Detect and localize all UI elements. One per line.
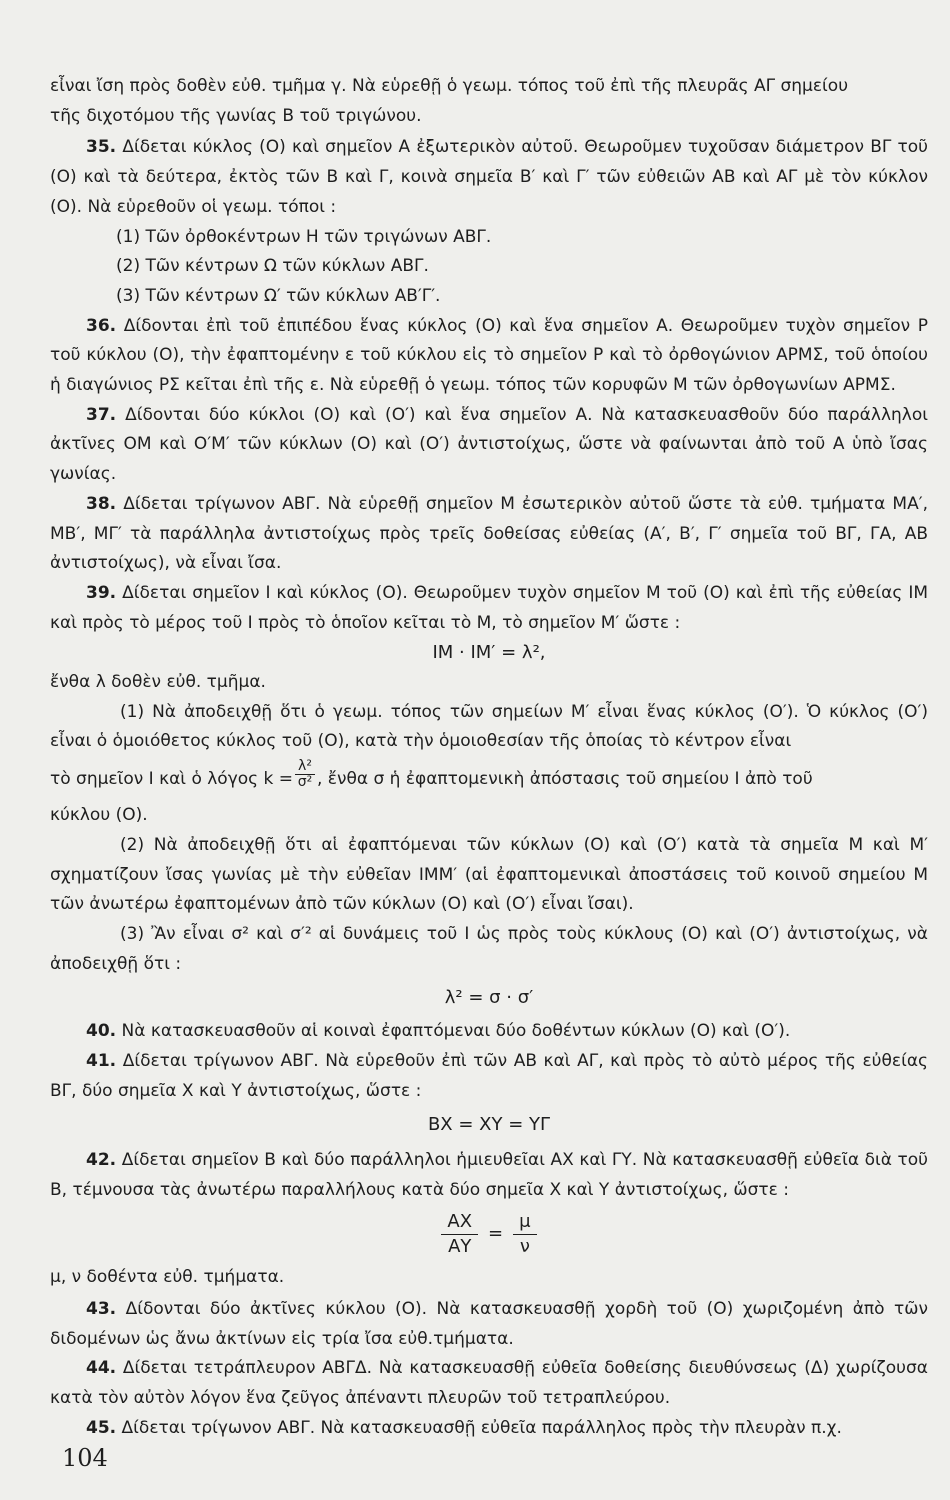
problem-number: 37. (86, 404, 117, 425)
problem-38 (50, 490, 928, 579)
problem-37 (50, 401, 928, 490)
page-number: 104 (62, 1444, 108, 1472)
problem-text: Δίδεται τρίγωνον ΑΒΓ. Νὰ εὑρεθοῦν ἐπὶ τῶν ΑΒ καὶ ΑΓ, καὶ πρὸς τὸ αὐτὸ μέρος τῆς εὐθείας ΒΓ, δύο σημεῖα Χ καὶ Υ ἀντιστοίχως, ὥστε : (50, 1050, 928, 1101)
problem-number: 39. (86, 582, 117, 603)
problem-35-item-2: (2) Τῶν κέντρων Ω τῶν κύκλων ΑΒΓ. (116, 256, 429, 277)
fraction-right-numerator: μ (513, 1210, 536, 1235)
problem-39-part-2: (2) Νὰ ἀποδειχθῇ ὅτι αἱ ἐφαπτόμεναι τῶν κύκλων (Ο) καὶ (Ο′) κατὰ τὰ σημεῖα Μ καὶ Μ′ σχηματίζουν ἴσας γωνίας μὲ τὴν εὐθεῖαν ΙΜΜ′ (αἱ ἐφαπτομενικαὶ ἀποστάσεις τοῦ κοινοῦ σημείου Μ τῶν ἀνωτέρω ἐφαπτομένων ἀπὸ τῶν κύκλων (Ο) καὶ (Ο′) εἶναι ἴσαι). (50, 834, 928, 915)
intro-line-2: τῆς διχοτόμου τῆς γωνίας Β τοῦ τριγώνου. (50, 105, 422, 126)
problem-text: Δίδονται δύο ἀκτῖνες κύκλου (Ο). Νὰ κατασκευασθῇ χορδὴ τοῦ (Ο) χωριζομένη ἀπὸ τῶν διδομένων ὡς ἄνω ἀκτίνων εἰς τρία ἴσα εὐθ.τμήματα. (50, 1299, 928, 1349)
equation-lambda: λ² = σ · σ′ (444, 987, 534, 1009)
problem-number: 45. (86, 1417, 117, 1438)
problem-39 (50, 579, 928, 638)
problem-text: Δίδονται ἐπὶ τοῦ ἐπιπέδου ἕνας κύκλος (Ο) καὶ ἕνα σημεῖον Α. Θεωροῦμεν τυχὸν σημεῖον Ρ τοῦ κύκλου (Ο), τὴν ἐφαπτομένην ε τοῦ κύκλου εἰς τὸ σημεῖον Ρ καὶ τὸ ὀρθογώνιον ΑΡΜΣ, τοῦ ὁποίου ἡ διαγώνιος ΡΣ κεῖται ἐπὶ τῆς ε. Νὰ εὑρεθῇ ὁ γεωμ. τόπος τῶν κορυφῶν Μ τῶν ὀρθογωνίων ΑΡΜΣ. (50, 315, 928, 396)
ratio-fraction (295, 759, 315, 790)
problem-40 (50, 1017, 928, 1047)
problem-42 (50, 1146, 928, 1205)
problem-number: 36. (86, 315, 117, 336)
problem-number: 38. (86, 493, 117, 514)
equals-sign: = (488, 1223, 504, 1245)
problem-number: 40. (86, 1021, 117, 1042)
problem-39-part-1-end: κύκλου (Ο). (50, 805, 148, 826)
problem-41 (50, 1047, 928, 1106)
problem-42-after: μ, ν δοθέντα εὐθ. τμήματα. (50, 1267, 285, 1288)
problem-39-part-1-ratio (50, 757, 928, 801)
fraction-left (441, 1210, 478, 1259)
fraction-left-numerator: ΑΧ (441, 1210, 478, 1235)
problem-number: 44. (86, 1358, 117, 1379)
problem-text: Δίδονται δύο κύκλοι (Ο) καὶ (Ο′) καὶ ἕνα σημεῖον Α. Νὰ κατασκευασθοῦν δύο παράλληλοι ἀκτῖνες ΟΜ καὶ Ο′Μ′ τῶν κύκλων (Ο) καὶ (Ο′) ἀντιστοίχως, ὥστε νὰ φαίνωνται ἀπὸ τοῦ Α ὑπὸ ἴσας γωνίας. (50, 404, 928, 485)
problem-number: 35. (86, 137, 117, 158)
problem-number: 41. (86, 1050, 117, 1071)
problem-35 (50, 133, 928, 222)
problem-39-part-1: (1) Νὰ ἀποδειχθῇ ὅτι ὁ γεωμ. τόπος τῶν σημείων Μ′ εἶναι ἕνας κύκλος (Ο′). Ὁ κύκλος (Ο′) εἶναι ὁ ὁμοιόθετος κύκλος τοῦ (Ο), κατὰ τὴν ὁμοιοθεσίαν τῆς ὁποίας τὸ κέντρον εἶναι (50, 701, 928, 752)
fraction-left-denominator: ΑΥ (448, 1235, 472, 1257)
problem-number: 42. (86, 1149, 117, 1170)
equation-im: ΙΜ · ΙΜ′ = λ², (432, 642, 546, 664)
problem-text: Δίδεται σημεῖον Β καὶ δύο παράλληλοι ἡμιευθεῖαι ΑΧ καὶ ΓΥ. Νὰ κατασκευασθῇ εὐθεῖα διὰ τοῦ Β, τέμνουσα τὰς ἀνωτέρω παραλλήλους κατὰ δύο σημεῖα Χ καὶ Υ ἀντιστοίχως, ὥστε : (50, 1149, 929, 1200)
problem-35-item-3: (3) Τῶν κέντρων Ω′ τῶν κύκλων ΑΒ′Γ′. (116, 285, 441, 306)
problem-39-part-3: (3) Ἂν εἶναι σ² καὶ σ′² αἱ δυνάμεις τοῦ Ι ὡς πρὸς τοὺς κύκλους (Ο) καὶ (Ο′) ἀντιστοίχως, νὰ ἀποδειχθῇ ὅτι : (50, 923, 928, 974)
ratio-suffix: , ἔνθα σ ἡ ἐφαπτομενικὴ ἀπόστασις τοῦ σημείου Ι ἀπὸ τοῦ (316, 769, 813, 790)
fraction-right (513, 1210, 536, 1259)
fraction-right-denominator: ν (519, 1235, 530, 1257)
problem-39-after-equation: ἔνθα λ δοθὲν εὐθ. τμῆμα. (50, 672, 266, 693)
problem-number: 43. (86, 1299, 117, 1320)
problem-text: Δίδεται τρίγωνον ΑΒΓ. Νὰ εὑρεθῇ σημεῖον Μ ἐσωτερικὸν αὐτοῦ ὥστε τὰ εὐθ. τμήματα ΜΑ′, ΜΒ′, ΜΓ′ τὰ παράλληλα ἀντιστοίχως πρὸς τρεῖς δοθείσας εὐθείας (Α′, Β′, Γ′ σημεῖα τοῦ ΒΓ, ΓΑ, ΑΒ ἀντιστοίχως), νὰ εἶναι ἴσα. (50, 493, 928, 574)
problem-36 (50, 312, 928, 401)
problem-35-item-1: (1) Τῶν ὀρθοκέντρων Η τῶν τριγώνων ΑΒΓ. (116, 226, 492, 247)
ratio-numerator: λ² (295, 759, 315, 775)
equation-ratio (50, 1205, 928, 1263)
ratio-prefix: τὸ σημεῖον Ι καὶ ὁ λόγος k = (50, 769, 294, 790)
problem-44 (50, 1354, 928, 1413)
problem-text: Δίδεται τρίγωνον ΑΒΓ. Νὰ κατασκευασθῇ εὐθεῖα παράλληλος πρὸς τὴν πλευρὰν π.χ. (121, 1417, 842, 1438)
problem-text: Δίδεται σημεῖον Ι καὶ κύκλος (Ο). Θεωροῦμεν τυχὸν σημεῖον Μ τοῦ (Ο) καὶ ἐπὶ τῆς εὐθείας ΙΜ καὶ πρὸς τὸ μέρος τοῦ Ι πρὸς τὸ ὁποῖον κεῖται τὸ Μ, τὸ σημεῖον Μ′ ὥστε : (50, 582, 928, 633)
problem-text: Νὰ κατασκευασθοῦν αἱ κοιναὶ ἐφαπτόμεναι δύο δοθέντων κύκλων (Ο) καὶ (Ο′). (121, 1021, 791, 1042)
ratio-denominator: σ² (297, 773, 313, 790)
problem-43 (50, 1295, 928, 1354)
equation-bx: ΒΧ = ΧΥ = ΥΓ (427, 1114, 551, 1136)
intro-line-1: εἶναι ἴση πρὸς δοθὲν εὐθ. τμῆμα γ. Νὰ εὑρεθῇ ὁ γεωμ. τόπος τοῦ ἐπὶ τῆς πλευρᾶς ΑΓ σημείου (50, 76, 849, 96)
problem-text: Δίδεται τετράπλευρον ΑΒΓΔ. Νὰ κατασκευασθῇ εὐθεῖα δοθείσης διευθύνσεως (Δ) χωρίζουσα κατὰ τὸν αὐτὸν λόγον ἕνα ζεῦγος ἀπέναντι πλευρῶν τοῦ τετραπλεύρου. (50, 1358, 928, 1409)
problem-45 (50, 1414, 928, 1444)
problem-text: Δίδεται κύκλος (Ο) καὶ σημεῖον Α ἐξωτερικὸν αὐτοῦ. Θεωροῦμεν τυχοῦσαν διάμετρον ΒΓ τοῦ (Ο) καὶ τὰ δεύτερα, ἐκτὸς τῶν Β καὶ Γ, κοινὰ σημεῖα Β′ καὶ Γ′ τῶν εὐθειῶν ΑΒ καὶ ΑΓ μὲ τὸν κύκλον (Ο). Νὰ εὑρεθοῦν οἱ γεωμ. τόποι : (50, 137, 928, 217)
